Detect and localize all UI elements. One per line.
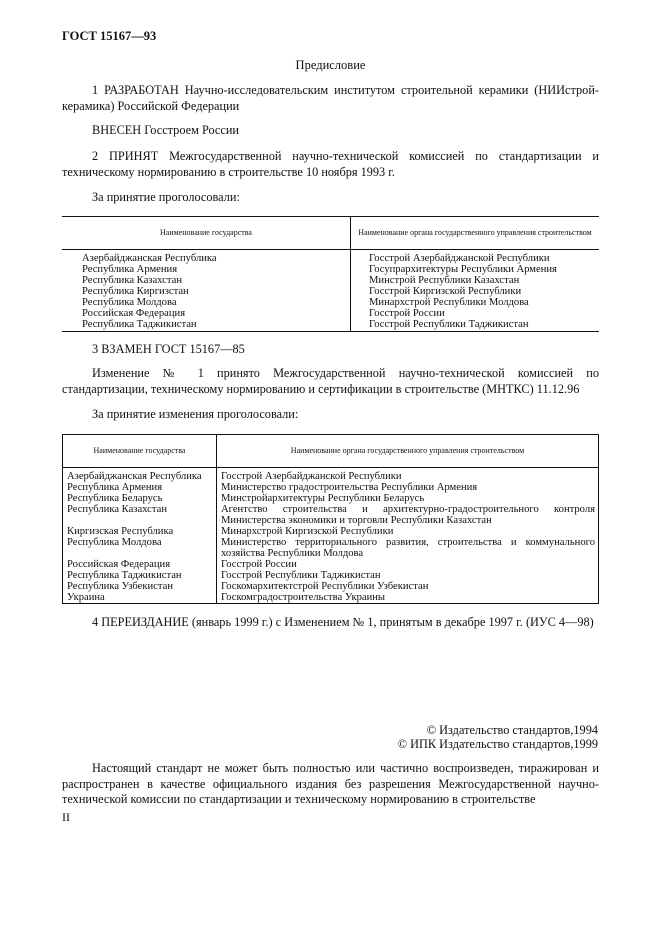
paragraph-adopted: 2 ПРИНЯТ Межгосударственной научно-технической комиссией по стандартизации и техническому нормированию в строительстве 10 ноября 1993 г. [62,149,599,179]
organ-cell: Госкомградостроительства Украины [217,592,599,604]
voted-label-2: За принятие изменения проголосовали: [92,407,299,421]
column-header-state: Наименование государства [63,435,217,468]
table-row [63,526,599,537]
state-cell: Азербайджанская Республика [63,468,217,483]
reproduction-notice: Настоящий стандарт не может быть полностью или частично воспроизведен, тиражирован и распространен в качестве официального издания без разрешения Межгосударственной научно-технической комиссии по стандартизации и техническому нормированию в строительстве [62,761,599,806]
copyright-line-2: © ИПК Издательство стандартов,1999 [397,737,598,751]
table-row [63,592,599,604]
organ-cell: Агентство строительства и архитектурно-градостроительного контроля Министерства экономики и торговли Республики Казахстан [217,504,599,526]
organ-cell: Госупрархитектуры Республики Армения [369,264,557,275]
organ-cell: Минстрой Республики Казахстан [369,275,520,286]
copyright-line-1: © Издательство стандартов,1994 [426,723,598,737]
table-row [62,297,599,308]
state-cell: Республика Молдова [62,297,351,308]
organ-cell: Минстройархитектуры Республики Беларусь [217,493,599,504]
state-cell: Российская Федерация [62,308,351,319]
table-row [62,319,599,332]
state-cell: Азербайджанская Республика [62,250,351,265]
organ-cell: Госстрой Киргизской Республики [369,286,522,297]
table-row [62,250,599,265]
state-cell: Республика Армения [62,264,351,275]
state-cell: Республика Узбекистан [63,581,217,592]
state-cell: Республика Казахстан [62,275,351,286]
table-row [62,264,599,275]
organ-cell: Министерство территориального развития, строительства и коммунального хозяйства Республики Молдова [217,537,599,559]
paragraph-reissue: 4 ПЕРЕИЗДАНИЕ (январь 1999 г.) с Изменением № 1, принятым в декабре 1997 г. (ИУС 4—98) [92,615,594,629]
column-header-state: Наименование государства [62,217,351,250]
organ-cell: Минархстрой Республики Молдова [369,297,529,308]
document-code-header: ГОСТ 15167—93 [62,29,157,43]
table-row [63,504,599,526]
paragraph-amendment: Изменение № 1 принято Межгосударственной научно-технической комиссией по стандартизации, техническому нормированию и сертификации в строительстве (МНТКС) 11.12.96 [62,366,599,396]
organ-cell: Министерство градостроительства Республики Армения [217,482,599,493]
table-header-row [63,435,599,468]
state-cell: Республика Молдова [63,537,217,559]
organ-cell: Госстрой России [217,559,599,570]
state-cell: Республика Казахстан [63,504,217,526]
table-row [63,482,599,493]
organ-cell: Госстрой Азербайджанской Республики [217,468,599,483]
voting-table-1 [62,216,599,332]
table-row [62,275,599,286]
table-row [63,468,599,483]
paragraph-developed: 1 РАЗРАБОТАН Научно-исследовательским институтом строительной керамики (НИИстрой-керамика) Российской Федерации [62,83,599,113]
state-cell: Киргизская Республика [63,526,217,537]
organ-cell: Госстрой Азербайджанской Республики [369,253,550,264]
table-row [63,570,599,581]
state-cell: Республика Армения [63,482,217,493]
table-row [62,286,599,297]
table-header-row [62,217,599,250]
paragraph-introduced: ВНЕСЕН Госстроем России [92,123,240,137]
state-cell: Украина [63,592,217,604]
table-row [63,559,599,570]
state-cell: Республика Таджикистан [63,570,217,581]
state-cell: Республика Беларусь [63,493,217,504]
column-header-organ: Наименование органа государственного управления строительством [217,435,599,468]
organ-cell: Госкомархитектстрой Республики Узбекистан [217,581,599,592]
column-header-organ: Наименование органа государственного управления строительством [351,217,600,250]
state-cell: Российская Федерация [63,559,217,570]
table-row [63,537,599,559]
organ-cell: Госстрой России [369,308,445,319]
page-number: II [62,810,70,824]
table-row [63,493,599,504]
organ-cell: Госстрой Республики Таджикистан [351,319,600,332]
table-row [62,308,599,319]
paragraph-replaces: 3 ВЗАМЕН ГОСТ 15167—85 [92,342,245,356]
state-cell: Республика Таджикистан [62,319,351,332]
table-row [63,581,599,592]
state-cell: Республика Киргизстан [62,286,351,297]
organ-cell: Минархстрой Киргизской Республики [217,526,599,537]
preface-title: Предисловие [295,58,366,72]
voted-label-1: За принятие проголосовали: [92,190,240,204]
voting-table-2 [62,434,599,604]
organ-cell: Госстрой Республики Таджикистан [217,570,599,581]
